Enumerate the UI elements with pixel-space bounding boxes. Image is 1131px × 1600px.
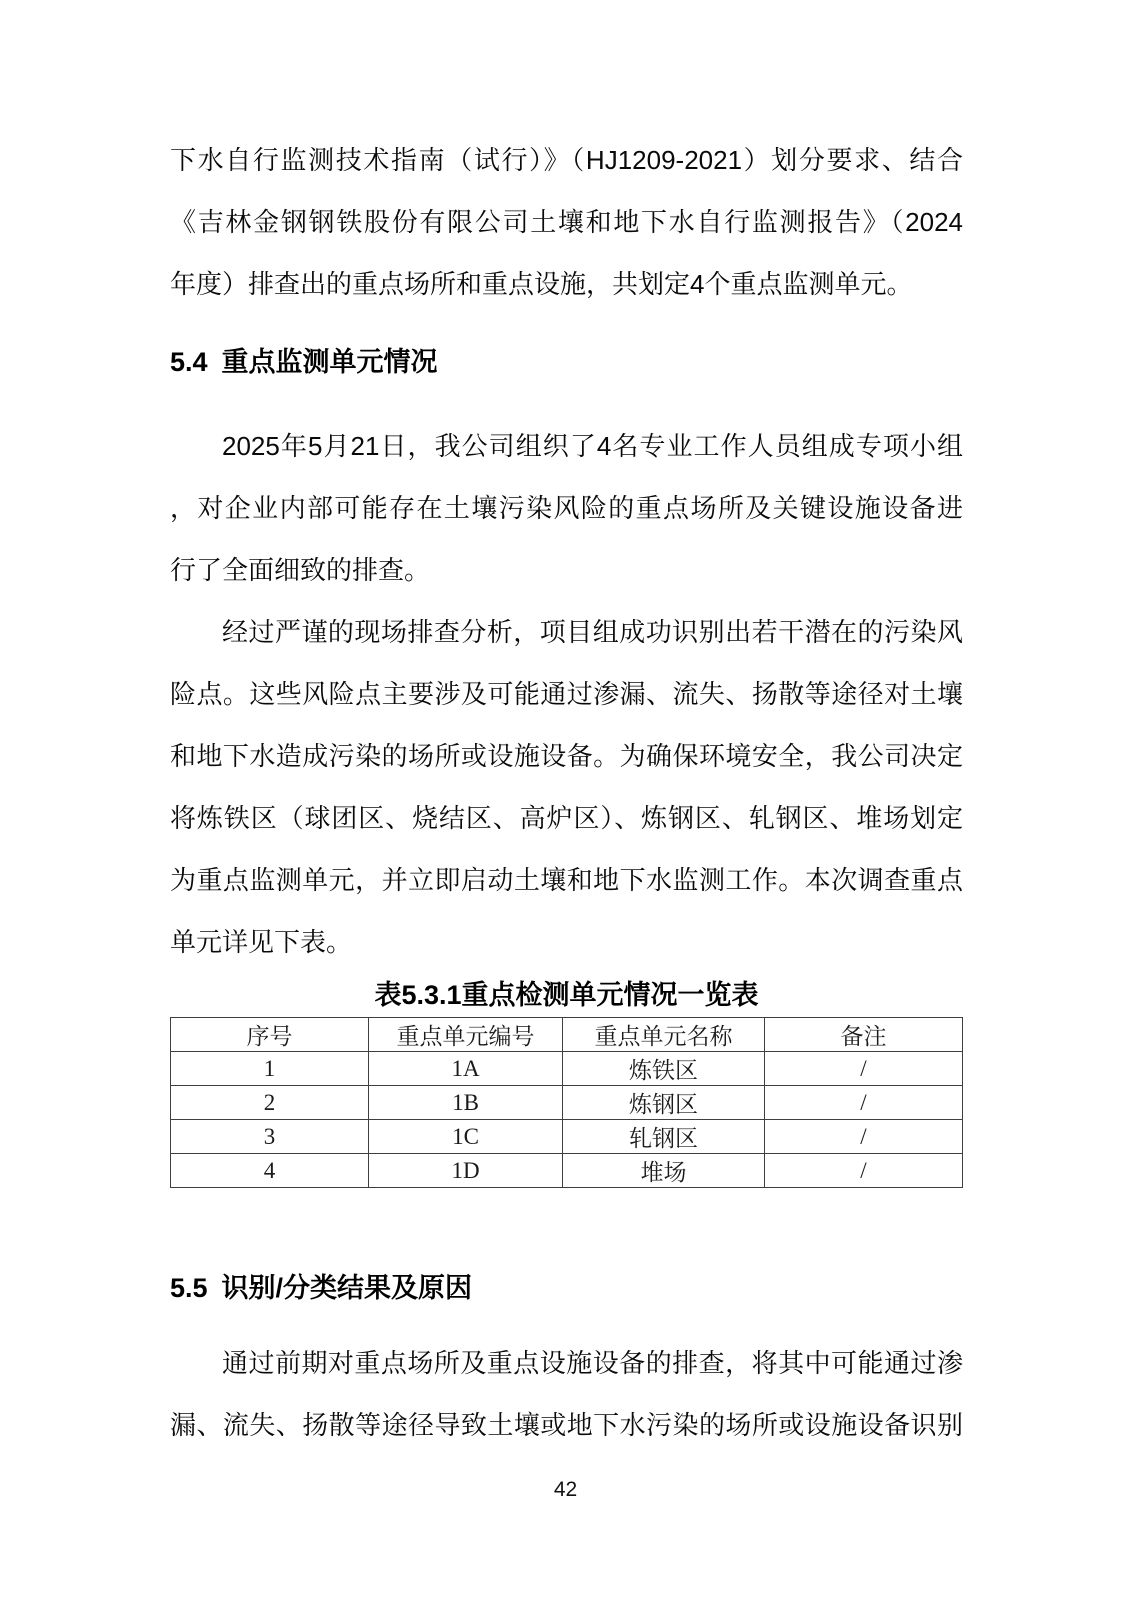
paragraph-line: 险点。这些风险点主要涉及可能通过渗漏、流失、扬散等途径对土壤: [170, 679, 963, 709]
section-title: 重点监测单元情况: [221, 347, 438, 377]
table-header-cell: 序号: [171, 1018, 369, 1052]
paragraph-line: 年度）排查出的重点场所和重点设施，共划定4个重点监测单元。: [170, 269, 913, 299]
paragraph-line: 单元详见下表。: [170, 927, 353, 957]
paragraph-line: 和地下水造成污染的场所或设施设备。为确保环境安全，我公司决定: [170, 741, 963, 771]
paragraph-line: 《吉林金钢钢铁股份有限公司土壤和地下水自行监测报告》（2024: [170, 207, 963, 237]
table-cell: 轧钢区: [563, 1120, 765, 1154]
paragraph-line: 行了全面细致的排查。: [170, 555, 431, 585]
table-cell: /: [764, 1120, 962, 1154]
table-cell: 3: [171, 1120, 369, 1154]
table-header-row: [171, 1018, 963, 1052]
table-caption: 表5.3.1重点检测单元情况一览表: [374, 980, 759, 1010]
table-row: [171, 1052, 963, 1086]
section-number: 5.4: [170, 347, 208, 377]
table-cell: 2: [171, 1086, 369, 1120]
section-title: 识别/分类结果及原因: [221, 1273, 473, 1303]
table-header-cell: 重点单元编号: [369, 1018, 563, 1052]
section-5-5-paragraph-1: [170, 1332, 963, 1456]
paragraph-line: 将炼铁区（球团区、烧结区、高炉区）、炼钢区、轧钢区、堆场划定: [170, 803, 963, 833]
table-cell: 1: [171, 1052, 369, 1086]
table-row: [171, 1154, 963, 1188]
section-number: 5.5: [170, 1273, 208, 1303]
table-cell: /: [764, 1154, 962, 1188]
table-cell: 1A: [369, 1052, 563, 1086]
table-header-cell: 重点单元名称: [563, 1018, 765, 1052]
section-5-4-paragraph-1: [170, 415, 963, 601]
table-cell: 1C: [369, 1120, 563, 1154]
paragraph-line: 2025年5月21日，我公司组织了4名专业工作人员组成专项小组: [222, 431, 963, 461]
table-header-cell: 备注: [764, 1018, 962, 1052]
section-5-4-paragraph-2: [170, 601, 963, 973]
table-cell: 1B: [369, 1086, 563, 1120]
table-cell: /: [764, 1052, 962, 1086]
paragraph-line: 下水自行监测技术指南（试行）》（HJ1209-2021）划分要求、结合: [170, 145, 963, 175]
table-cell: 炼钢区: [563, 1086, 765, 1120]
paragraph-line: 通过前期对重点场所及重点设施设备的排查，将其中可能通过渗: [222, 1348, 963, 1378]
paragraph-line: 漏、流失、扬散等途径导致土壤或地下水污染的场所或设施设备识别: [170, 1410, 963, 1440]
table-cell: 4: [171, 1154, 369, 1188]
table-cell: /: [764, 1086, 962, 1120]
section-5-5-heading: [170, 1257, 963, 1319]
table-cell: 1D: [369, 1154, 563, 1188]
table-row: [171, 1086, 963, 1120]
table-cell: 堆场: [563, 1154, 765, 1188]
intro-paragraph: [170, 129, 963, 315]
page-number: 42: [553, 1478, 578, 1501]
table-row: [171, 1120, 963, 1154]
paragraph-line: 为重点监测单元，并立即启动土壤和地下水监测工作。本次调查重点: [170, 865, 963, 895]
paragraph-line: 经过严谨的现场排查分析，项目组成功识别出若干潜在的污染风: [222, 617, 963, 647]
section-5-4-heading: [170, 331, 963, 393]
table-cell: 炼铁区: [563, 1052, 765, 1086]
paragraph-line: ，对企业内部可能存在土壤污染风险的重点场所及关键设施设备进: [170, 493, 963, 523]
monitoring-units-table: [170, 1017, 963, 1188]
